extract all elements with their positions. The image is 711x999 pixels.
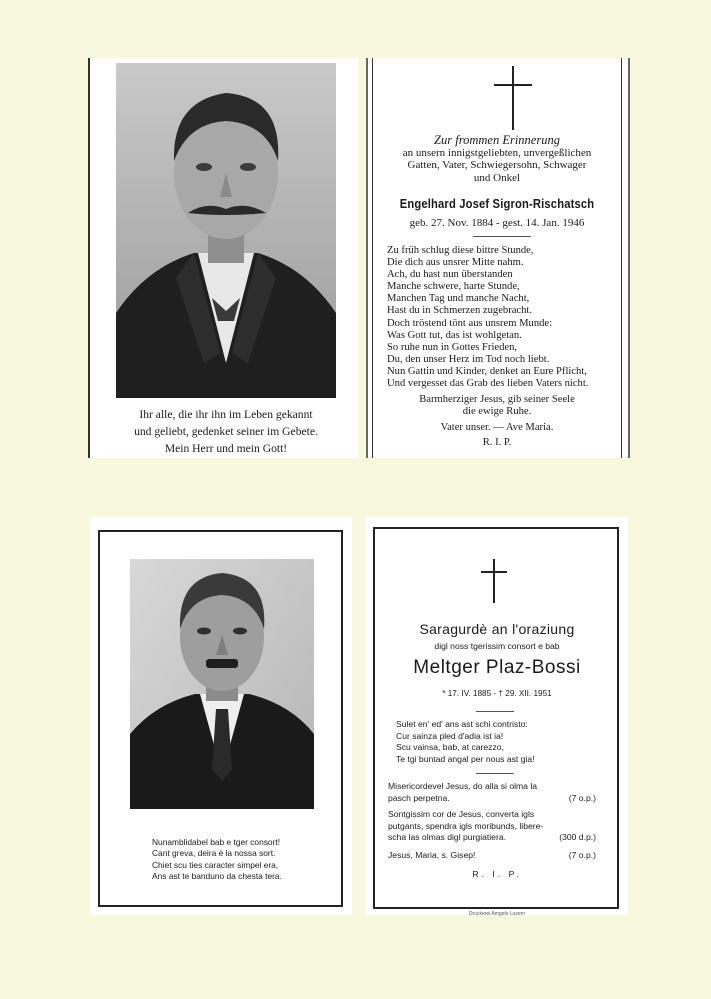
prayer-line: Sontgissim cor de Jesus, converta igls bbox=[388, 809, 535, 819]
subheading: digl noss tgerissim consort e bab bbox=[434, 641, 560, 651]
prayer-holy-family bbox=[388, 850, 596, 862]
poem-line: Was Gott tut, das ist wohlgetan. bbox=[387, 329, 522, 341]
prayer-line: Barmherziger Jesus, gib seiner Seele bbox=[419, 394, 575, 405]
heading: Zur frommen Erinnerung bbox=[434, 133, 560, 147]
indulgence-tag: (300 d.p.) bbox=[559, 832, 596, 843]
prayer-sacred-heart bbox=[388, 809, 596, 844]
poem-line: Hast du in Schmerzen zugebracht. bbox=[387, 305, 533, 317]
prayer-line: Vater unser. — Ave Maria. bbox=[440, 421, 554, 433]
memorial-card-sigron-portrait bbox=[88, 58, 358, 458]
dedication-header bbox=[373, 134, 621, 184]
card-border bbox=[372, 58, 622, 458]
poem-line: Du, den unser Herz im Tod noch liebt. bbox=[387, 353, 550, 365]
memorial-verse bbox=[152, 837, 282, 883]
rip-text: R. I. P. bbox=[472, 869, 522, 879]
poem-line: Scu vainsa, bab, at carezzo, bbox=[396, 742, 504, 753]
verse-line: und geliebt, gedenket seiner im Gebete. bbox=[134, 425, 318, 438]
divider bbox=[473, 236, 531, 237]
deceased-name: Meltger Plaz-Bossi bbox=[413, 657, 581, 678]
memorial-card-plaz-portrait bbox=[90, 517, 352, 915]
verse-line: Nunamblidabel bab e tger consort! bbox=[152, 837, 281, 847]
poem-line: Zu früh schlug diese bittre Stunde, bbox=[387, 245, 534, 256]
intro-line: und Onkel bbox=[473, 171, 521, 184]
indulgence-tag: (7 o.p.) bbox=[568, 792, 596, 803]
cross-icon bbox=[479, 559, 509, 603]
portrait-photo-sigron bbox=[116, 63, 336, 398]
verse-line: Ans ast te banduno da chesta tera. bbox=[152, 871, 282, 882]
deceased-name: Engelhard Josef Sigron-Rischatsch bbox=[399, 196, 595, 211]
verse-line: Ihr alle, die ihr ihn im Leben gekannt bbox=[139, 408, 313, 421]
poem-line: Und vergesset das Grab des lieben Vaters nicht. bbox=[387, 378, 589, 390]
poem-line: Te tgi buntad angal per nous ast gia! bbox=[396, 753, 535, 764]
divider bbox=[476, 773, 514, 774]
cross-icon bbox=[494, 66, 532, 130]
poem-line: Manchen Tag und manche Nacht, bbox=[387, 293, 530, 305]
memorial-card-plaz-text bbox=[366, 517, 628, 915]
poem-line: Nun Gattin und Kinder, denket an Eure Pflicht, bbox=[387, 365, 587, 377]
verse-line: Chiet scu ties caracter simpel era, bbox=[152, 859, 279, 870]
prayer-line: Jesus, Maria, s. Gisep! bbox=[388, 850, 476, 860]
poem-line: Sulet en' ed' ans ast schi contristo: bbox=[396, 719, 528, 729]
closing-prayer bbox=[373, 394, 621, 449]
intro-line: an unsern innigstgeliebten, unvergeßlichen bbox=[402, 146, 592, 159]
poem-line: Die dich aus unsrer Mitte nahm. bbox=[387, 257, 524, 269]
poem-line: Doch tröstend tönt aus unsrem Munde: bbox=[387, 317, 553, 329]
memorial-verse bbox=[100, 406, 352, 457]
intro-line: Gatten, Vater, Schwiegersohn, Schwager bbox=[407, 159, 587, 171]
printer-imprint: Druckerei Amgelo Luzern bbox=[468, 911, 526, 917]
rip-text: R. I. P. bbox=[482, 436, 512, 448]
memorial-poem bbox=[387, 245, 588, 390]
prayer-line: die ewige Ruhe. bbox=[462, 406, 532, 418]
memorial-card-sigron-text bbox=[366, 58, 630, 458]
life-dates: geb. 27. Nov. 1884 - gest. 14. Jan. 1946 bbox=[409, 217, 585, 229]
prayer-jesus bbox=[388, 781, 596, 804]
indulgence-tag: (7 o.p.) bbox=[568, 850, 596, 860]
poem-line: Ach, du hast nun überstanden bbox=[387, 269, 513, 281]
poem-line: So ruhe nun in Gottes Frieden, bbox=[387, 341, 518, 353]
prayer-line: putgants, spendra igls moribunds, libere- bbox=[388, 820, 544, 831]
memorial-poem bbox=[396, 719, 535, 765]
prayer-line: Misericordevel Jesus, do alla si olma la bbox=[388, 781, 538, 791]
verse-line: Mein Herr und mein Gott! bbox=[164, 442, 288, 455]
verse-line: Cant greva, deira è la nossa sort. bbox=[152, 848, 276, 859]
life-dates: * 17. IV. 1885 - † 29. XII. 1951 bbox=[442, 689, 552, 698]
prayer-line: pasch perpetna. bbox=[388, 792, 450, 803]
poem-line: Cur sainza pled d'adia ist ia! bbox=[396, 730, 504, 741]
prayer-line: scha las olmas digl purgiatiera. bbox=[388, 832, 506, 843]
poem-line: Manche schwere, harte Stunde, bbox=[387, 281, 520, 293]
heading: Saragurdè an l'oraziung bbox=[419, 621, 575, 637]
divider bbox=[476, 711, 514, 712]
portrait-photo-plaz bbox=[130, 559, 314, 809]
